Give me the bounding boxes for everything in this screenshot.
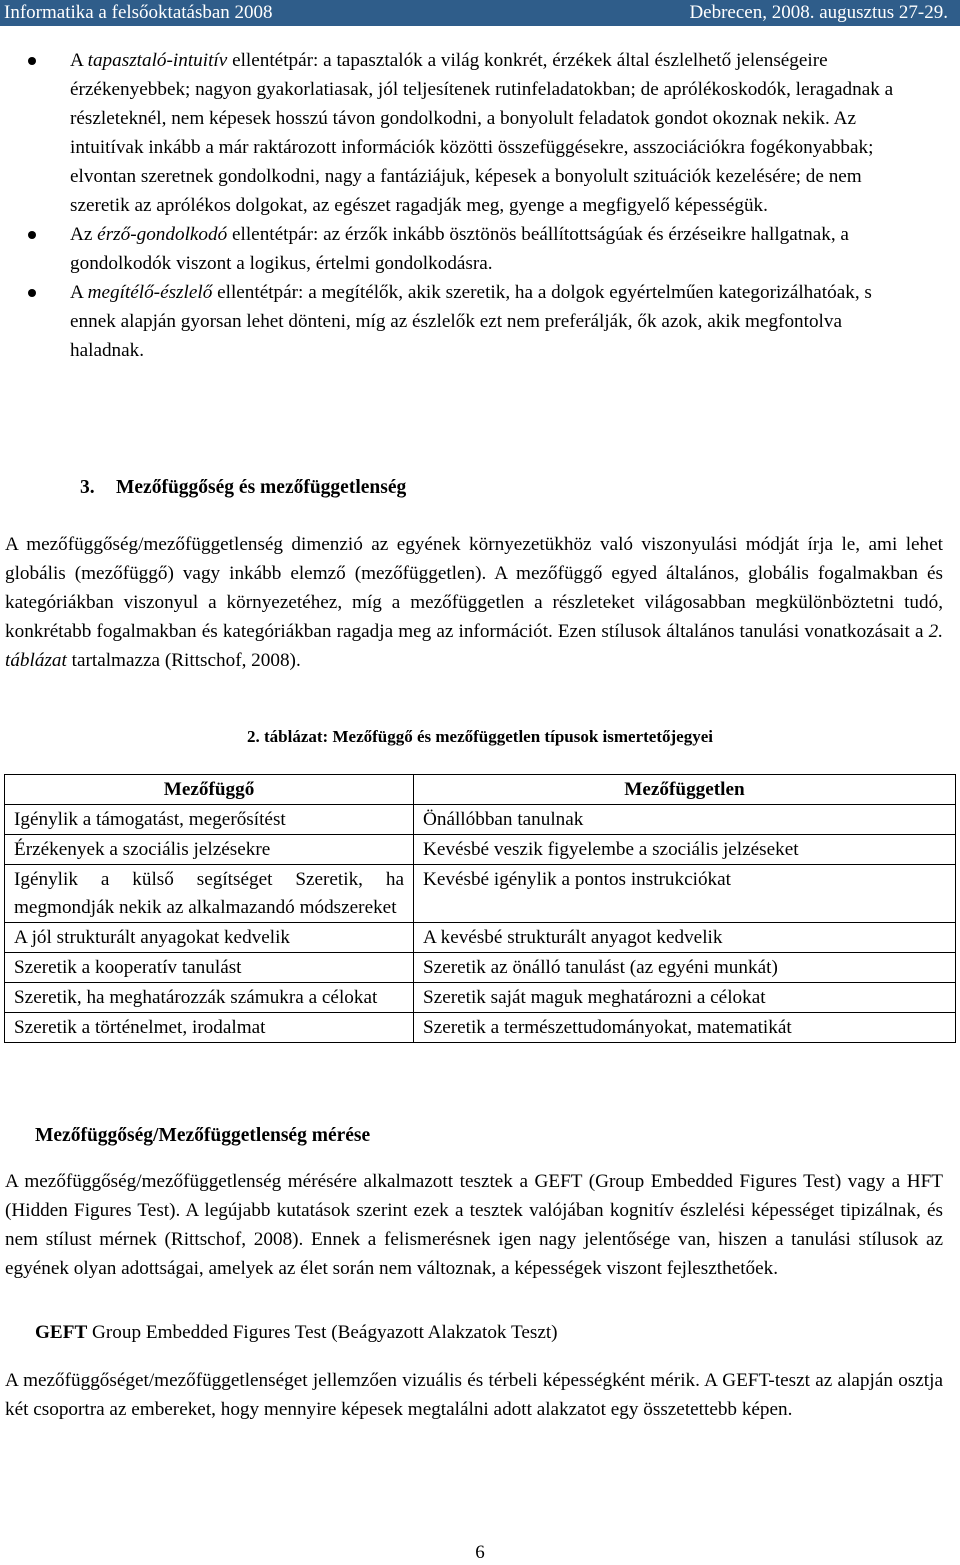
table-cell: Szeretik, ha meghatározzák számukra a célokat xyxy=(5,983,414,1013)
table-cell: A kevésbé strukturált anyagot kedvelik xyxy=(414,923,956,953)
bullet-icon xyxy=(28,231,36,239)
subheading-measurement: Mezőfüggőség/Mezőfüggetlenség mérése xyxy=(35,1125,371,1146)
table-cell: Érzékenyek a szociális jelzésekre xyxy=(5,835,414,865)
table-cell: Kevésbé veszik figyelembe a szociális jelzéseket xyxy=(414,835,956,865)
section-title: Mezőfüggőség és mezőfüggetlenség xyxy=(116,477,407,498)
table-row xyxy=(5,953,956,983)
geft-full-name: Group Embedded Figures Test (Beágyazott Alakzatok Teszt) xyxy=(87,1322,558,1343)
table-row xyxy=(5,835,956,865)
section-heading xyxy=(80,477,406,499)
table-cell: Szeretik a történelmet, irodalmat xyxy=(5,1013,414,1043)
table-row xyxy=(5,923,956,953)
table-cell: Szeretik a kooperatív tanulást xyxy=(5,953,414,983)
paragraph-measurement: A mezőfüggőség/mezőfüggetlenség mérésére alkalmazott tesztek a GEFT (Group Embedded Figures Test) vagy a HFT (Hidden Figures Test). A legújabb kutatások szerint ezek a tesztek valójában kognitív észlelési képességet tipizálnak, és nem stílust mérnek (Rittschof, 2008). Ennek a felismerésnek igen nagy jelentősége van, hiszen a tanulási stílusok az egyének olyan adottságai, amelyek az élet során nem változnak, a képességek viszont fejleszthetőek. xyxy=(5,1171,943,1279)
paragraph-geft: A mezőfüggőséget/mezőfüggetlenséget jellemzően vizuális és térbeli képességként mérik. A GEFT-teszt az alapján osztja két csoportra az embereket, hogy mennyire képesek megtalálni adott alakzatot egy összetettebb képen. xyxy=(5,1370,943,1420)
geft-definition xyxy=(35,1322,558,1344)
table-cell: A jól strukturált anyagokat kedvelik xyxy=(5,923,414,953)
style-pairs-list xyxy=(0,46,960,365)
table-cell: Szeretik a természettudományokat, matematikát xyxy=(414,1013,956,1043)
bullet-icon xyxy=(28,289,36,297)
list-item: A tapasztaló-intuitív ellentétpár: a tapasztalók a világ konkrét, érzékek által észlelhető jelenségeire érzékenyebbek; nagyon gyakorlatiasak, jól teljesítenek rutinfeladatokban; de aprólékoskodók, leragadnak a részleteknél, nem képesek hosszú távon gondolkodni, a bonyolult feladatok gondot okoznak nekik. Az intuitívak inkább a már raktározott információk közötti összefüggésekre, asszociációkra fogékonyabbak; elvontan szeretnek gondolkodni, nagy a fantáziájuk, képesek a bonyolult szituációk kezelésére; de nem szeretik az aprólékos dolgokat, az egészet ragadják meg, gyenge a megfigyelő képességük. xyxy=(0,46,920,220)
table-cell: Szeretik az önálló tanulást (az egyéni munkát) xyxy=(414,953,956,983)
column-header-field-dependent: Mezőfüggő xyxy=(5,775,414,805)
paragraph-field-dependence: A mezőfüggőség/mezőfüggetlenség dimenzió az egyének környezetükhöz való viszonyulási módját írja le, ami lehet globális (mezőfüggő) vagy inkább elemző (mezőfüggetlen). A mezőfüggő egyed általános, globális fogalmakban és kategóriákban viszonyul a környezetéhez, míg a mezőfüggetlen a részleteket világosabban megkülönböztetni tudó, konkrétabb fogalmakban és kategóriákban ragadja meg az információt. Ezen stílusok általános tanulási vonatkozásait a 2. táblázat tartalmazza (Rittschof, 2008). xyxy=(5,534,943,671)
page-header xyxy=(0,0,960,26)
table-row xyxy=(5,805,956,835)
table-cell: Szeretik saját maguk meghatározni a célokat xyxy=(414,983,956,1013)
term: megítélő-észlelő xyxy=(87,282,213,303)
header-conference-title: Informatika a felsőoktatásban 2008 xyxy=(4,2,273,23)
comparison-table xyxy=(4,774,956,1043)
geft-abbreviation: GEFT xyxy=(35,1322,88,1343)
table-cell: Igénylik a külső segítséget Szeretik, ha megmondják nekik az alkalmazandó módszereket xyxy=(5,865,414,923)
term: tapasztaló-intuitív xyxy=(87,50,228,71)
table-cell: Kevésbé igénylik a pontos instrukciókat xyxy=(414,865,956,923)
list-item: Az érző-gondolkodó ellentétpár: az érzők inkább ösztönös beállítottságúak és érzéseikre hallgatnak, a gondolkodók viszont a logikus, értelmi gondolkodásra. xyxy=(0,220,920,278)
header-location-date: Debrecen, 2008. augusztus 27-29. xyxy=(689,2,948,23)
page-number: 6 xyxy=(475,1542,485,1563)
table-reference: 2. táblázat xyxy=(5,621,943,671)
table-header-row xyxy=(5,775,956,805)
table-caption: 2. táblázat: Mezőfüggő és mezőfüggetlen típusok ismertetőjegyei xyxy=(247,727,713,746)
bullet-icon xyxy=(28,57,36,65)
section-number: 3. xyxy=(80,477,95,498)
table-row xyxy=(5,983,956,1013)
list-item: A megítélő-észlelő ellentétpár: a megítélők, akik szeretik, ha a dolgok egyértelműen kategorizálhatóak, s ennek alapján gyorsan lehet dönteni, míg az észlelők ezt nem preferálják, ők azok, akik megfontolva haladnak. xyxy=(0,278,920,365)
term: érző-gondolkodó xyxy=(97,224,228,245)
column-header-field-independent: Mezőfüggetlen xyxy=(414,775,956,805)
table-cell: Igénylik a támogatást, megerősítést xyxy=(5,805,414,835)
table-cell: Önállóbban tanulnak xyxy=(414,805,956,835)
table-row xyxy=(5,865,956,923)
table-row xyxy=(5,1013,956,1043)
